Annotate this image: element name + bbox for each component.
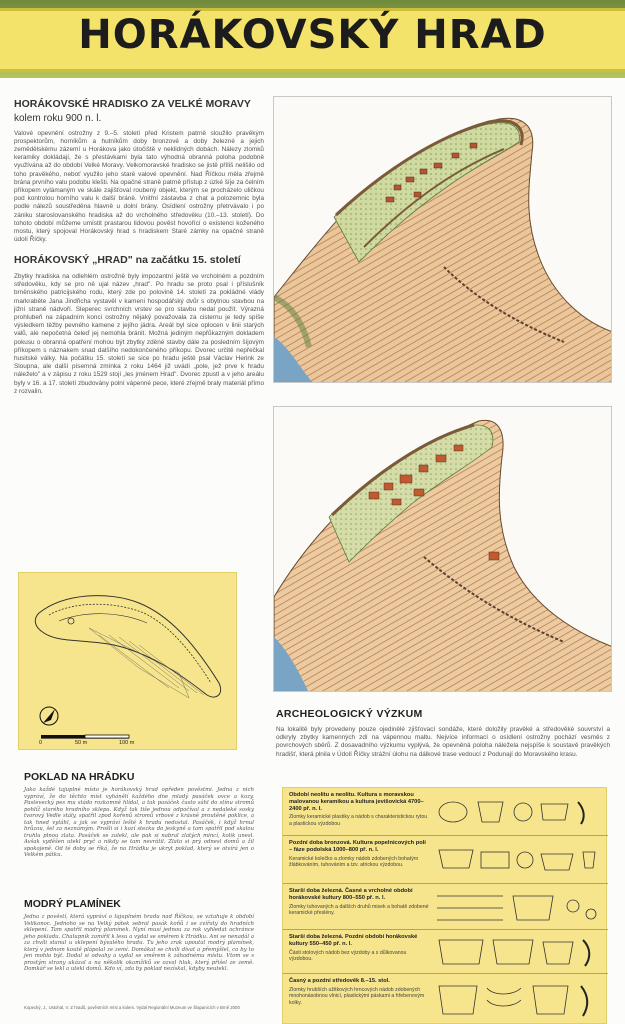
poklad-text: Jako každé tajuplné místo je horákovský hrad opředen pověstmi. Jedna z nich vypráví, že do těchto míst vyhánělí každého dne mladý pasáček ovce a kozy. Pastevecký pes mu stádo rozkomně hlídal, a tak pasáček často sáhl do stínu stromů pohlíž starého hradního sklepa. Když tak tiše jednou odpočíval a z nedaleké sosky tvorový Vedle stály, spatřil zpod kořenů stromů vrbové z krásně proutěné poklice, a tak hned vytáhl, a jak se vypráví lešté k hradu nedostal. Pasáček, i když hrnul hrůzou, šel za neznámým. Prošli si i kozí stezku do jeskyně a tam spatřil pod skalou truhlu plnou zlata. Pasáček se zalekl, ale pak si nabral zlatých mincí, kolik unesl. Avšak vyděšen utekl pryč a nikdy se tam nevrátil. Zlato si prý odnesl domů a žil spokojeně. Od té doby se říká, že na Hrádku je ukryt poklad, který se otvírá jen o Velkém pátku.: [24, 787, 254, 858]
finds-period: Starší doba železná. Časné a vrcholné období horákovské kultury 800–550 př. n. l.: [289, 888, 413, 901]
modry-text: Jedna z pověstí, která vypráví o tajuplném hradu nad Říčkou, se vztahuje k období Velikonoc. Jednoho se na Velký pátek sebral pasák koňů i se zvířaty do hradních sklepení. Tam spatřil modrý plamínek. Nyní musí jednou za rok vyhledat ochránce jeho pokladu. Chalupník zamířil k lesu a vydal se směrem k Hrádku. Ani se nenadál a za chvíli stanul u sklepení bývalého hradu. Tu jeho zrak upoutal modrý plamínek, který v jednom koutě plápolal ze zemí. Domákat se chvíli dívat a přemýšlel, co by to jen mohlo být. Dodal si odvahy a vydal se směrem k záhadnému místu. Vtom se s prostým strany ukázal a na několik okamžiků se ozval hluk, který přišel ze země. Domkář se lekl a utekl domů. Kdo ví, zda by poklad nezískal, kdyby neutekl.: [24, 914, 254, 972]
finds-description: Zlomky keramické plastiky a nádob s charakteristickou rytou a plastickou výzdobou: [289, 814, 428, 827]
finds-period: Pozdní doba bronzová. Kultura popelnicových polí – fáze podolská 1000–800 př. n. l.: [289, 840, 426, 853]
finds-period: Starší doba železná. Pozdní období horákovské kultury 550–450 př. n. l.: [289, 934, 418, 947]
finds-period: Období neolitu a neolitu. Kultura s moravskou malovanou keramikou a kultura jevišovická 4700–2400 př. n. l.: [289, 792, 424, 812]
hillfort-drawing: [274, 97, 612, 383]
pottery-sketch: [433, 886, 603, 928]
poklad-heading: POKLAD NA HRÁDKU: [24, 771, 135, 783]
pottery-sketch: [433, 838, 603, 882]
finds-description: Zlomky hrubších užitkových hrncových nádob zdobených mnohonásobnou vlnicí, plastickými páskami a hřebenovým kolky.: [289, 986, 425, 1006]
finds-period: Časný a pozdní středověk 8.–15. stol.: [289, 978, 390, 984]
section1-heading: HORÁKOVSKÉ HRADISKO ZA VELKÉ MORAVY: [14, 98, 251, 110]
finds-row: [283, 836, 608, 884]
section1-subheading: kolem roku 900 n. l.: [14, 112, 102, 124]
credits: Kopecký, J., Ustohal, V. Z hradů, pověstních míst a kolem. Vydal Regionální Muzeum ve Šlapanicích v Brně 2000: [24, 1005, 240, 1010]
section2-heading: HORÁKOVSKÝ „HRAD" na začátku 15. století: [14, 254, 241, 267]
scale-label-100: 100 m: [119, 740, 135, 746]
finds-description: Části stolových nádob bez výzdoby a s důlkovanou výzdobou.: [289, 949, 407, 962]
site-plan: [18, 572, 237, 750]
finds-row-text: [289, 978, 429, 1006]
pottery-sketch: [433, 976, 603, 1022]
finds-row-text: [289, 792, 429, 827]
archeology-text: Na lokalitě byly provedeny pouze ojedinělé zjišťovací sondáže, které doložily pravěké a středověké souvrství a odkryly zbytky kamenných zdí na vápennou maltu. Nejvíce informací o osídlení ostrožny pochází vesměs z povrchových sběrů. Z dosavadního výzkumu vyplývá, že opevněná poloha náležela nejspíše k soustavě pravěkých hradišť, která plnila v Údolí Říčky strážní úlohu na dálkové trase vedoucí z Podunají do Moravského krasu.: [276, 726, 610, 758]
finds-description: Zlomky tuhovaných a dalších druhů misek a bohatě zdobené keramické přeslény.: [289, 903, 429, 916]
pottery-sketch: [433, 790, 603, 834]
hrad-drawing: [274, 407, 612, 692]
left-column: [14, 98, 264, 396]
illustration-hrad-15th-century: [273, 406, 612, 692]
illustration-hillfort-900: [273, 96, 612, 383]
finds-row: [283, 974, 608, 1024]
site-plan-drawing: [19, 573, 238, 751]
finds-table: [282, 787, 607, 1024]
section1-text: Valové opevnění ostrožny z 9.–5. století před Kristem patrně sloužilo pravěkým prospektorům, horníkům a hutníkům doby bronzové a doby železné a jejich zemědělskému zázemí u Horákova jako útočiště v neklidných dobách. Nálezy zlomků keramiky dokládají, že s přestávkami byla tato výhodná obranná poloha podobně využívána až do období Velké Moravy. Velkomoravské hradisko se jistě příliš nelišilo od toho pravěkého, neboť využilo jeho staré valové opevnění. Nad Říčkou měla zřejmě brána prvního valu podobu klešti. Na opačné straně patrně přístup z úzké šíje za čelním příkopem vylámaným ve skále zajišťoval roubený objekt, kterým se procházelo uličkou pod kontrolou horního valu k další bráně. Vnitřní zástavba z chat a polozemnic byla podle nálezů soustředěna hlavně u dolní brány. Osídlení ostrožny přetrvávalo i po zániku staroslovanského hradiska až do vrcholného středověku (10.–13. století). Do tohoto období můžeme umístit prastarou lidovou pověst hovořící o existenci koženého mostu, který spojoval Horákovský hrad s hradiskem Staré zámky na opačné straně údolí Říčky.: [14, 129, 264, 244]
scale-label-0: 0: [39, 740, 43, 746]
finds-row: [283, 788, 608, 836]
archeology-heading: ARCHEOLOGICKÝ VÝZKUM: [276, 708, 423, 720]
finds-row-text: [289, 888, 429, 916]
finds-row-text: [289, 840, 429, 868]
modry-heading: MODRÝ PLAMÍNEK: [24, 898, 121, 910]
finds-description: Keramické kolečko a zlomky nádob zdobených bohatým žlábkováním, tuhováním a tzv. atrickou výzdobou.: [289, 855, 419, 868]
page-title: HORÁKOVSKÝ HRAD: [78, 12, 547, 58]
finds-row: [283, 884, 608, 930]
scale-label-50: 50 m: [75, 740, 88, 746]
finds-row: [283, 930, 608, 974]
section2-text: Zbytky hradiska na odlehlém ostrožně byly impozantní ještě ve vrcholném a pozdním středověku, kdy se pro ně ujal název „hrad". Po hradu se proto psal i příslušník brněnského patricijského rodu, který zde po polovině 14. století za pokládné vlády markraběte Jana Jindřicha vystavěl v kameni hospodářský dvůr s obytnou stavbou na jižní straně nádvoří. Sleperec svrchních vrstev se pro stavbu nedal použít. Výrazná prohlubeň na západním konci ostrožny nějaký považovala za cisternu je tedy spíše výsledkem těžby pevného kamene z jejího jádra. Areál byl sice oplocen v linii starých valů, ale nepočetná čeleď jej nemohla bránit. Možná jediným nepřůkazným dokladem pokusu o obranná opatření mohou být zbytky zděné stavby dále za posledním šíjovým příkopem s náznakem snad dalšího nedokončeného příkopu. Dvorec určitě nepřečkal husitské války. Na počátku 15. století se sice po hradu ještě psal Václav Herink ze Sloupna, ale další písemná zmínka z roku 1464 již uvádí „pole, jež prve k hradu náleželo" a v zápisu z roku 1529 stojí „les jménem Hrad". Dvorec zpustl a v jeho areálu byly v 16. a 17. století zbudovány polní vápenné pece, které zřejmě braly materiál přímo z rozvalin.: [14, 273, 264, 395]
finds-row-text: [289, 934, 429, 962]
pottery-sketch: [433, 932, 603, 972]
